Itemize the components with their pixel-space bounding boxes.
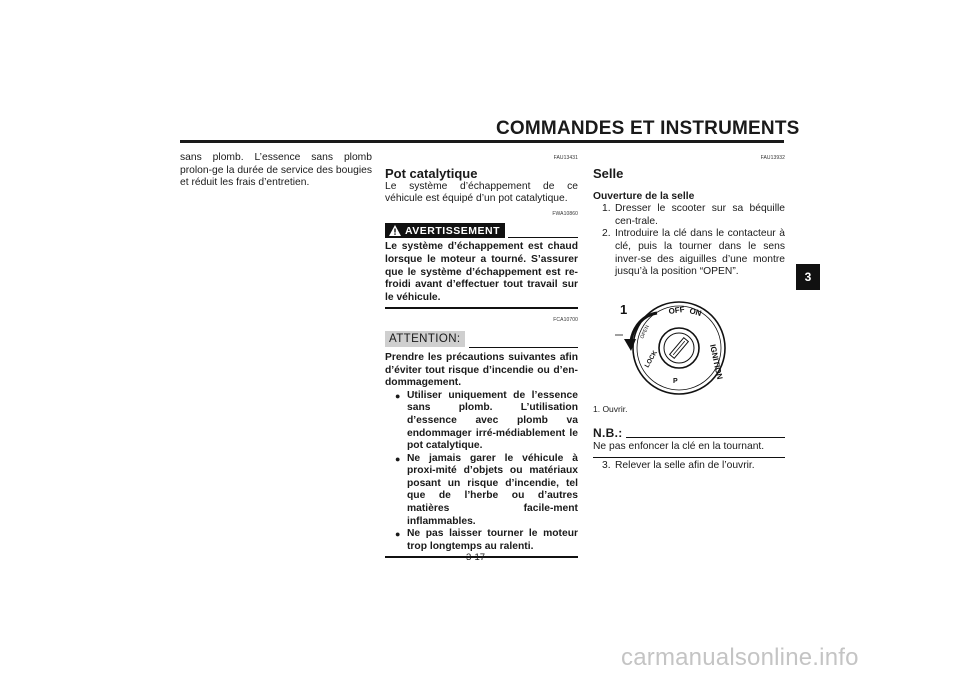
list-item: ● Ne jamais garer le véhicule à proxi-mité d’objets ou matériaux posant un risque d’incendie, tel que de l’herbe ou d’autres matières facile-ment inflammables. (395, 452, 578, 527)
note-text: Ne pas enfoncer la clé en la tournant. (593, 440, 765, 452)
attention-rule (469, 347, 578, 348)
list-item: 3. Relever la selle afin de l’ouvrir. (602, 459, 755, 471)
svg-text:LOCK: LOCK (643, 349, 659, 369)
page-header-title: COMMANDES ET INSTRUMENTS (496, 118, 800, 139)
svg-text:P: P (673, 377, 678, 385)
chapter-tab: 3 (796, 264, 820, 290)
warning-end-rule (385, 307, 578, 309)
attention-label: ATTENTION: (385, 331, 465, 347)
seat-steps (593, 203, 785, 279)
note-end-rule (593, 457, 785, 458)
section-title-catalytic: Pot catalytique (385, 165, 478, 181)
warning-header (385, 223, 578, 238)
page-number: 3-17 (466, 552, 486, 563)
column-right (593, 152, 785, 472)
bullet-icon: ● (395, 390, 401, 401)
column-middle (385, 152, 578, 558)
seat-subtitle: Ouverture de la selle (593, 190, 695, 202)
note-rule (626, 437, 786, 438)
bullet-icon: ● (395, 529, 401, 540)
list-item: ● Ne pas laisser tourner le moteur trop longtemps au ralenti. (395, 528, 578, 552)
section-title-seat: Selle (593, 165, 624, 181)
warning-rule (508, 237, 578, 238)
section-code: FAU13431 (553, 155, 578, 161)
bullet-icon: ● (395, 453, 401, 464)
svg-text:IGNITION: IGNITION (708, 343, 725, 380)
column-left (180, 152, 372, 190)
svg-text:OPEN: OPEN (639, 324, 651, 340)
warning-label: AVERTISSEMENT (405, 224, 500, 237)
attention-header (385, 331, 578, 348)
watermark: carmanualsonline.info (621, 644, 859, 671)
seat-steps-continued (593, 460, 785, 473)
attention-code: FCA10700 (553, 317, 578, 324)
list-item: 2. Introduire la clé dans le contacteur à clé, puis la tourner dans le sens inver-se des aiguilles d’une montre jusqu’à la position “OPEN”. (602, 228, 785, 278)
svg-text:ON: ON (688, 305, 703, 318)
note-header (593, 427, 785, 440)
figure-caption: 1. Ouvrir. (593, 403, 628, 414)
warning-triangle-icon (389, 225, 401, 236)
warning-badge (385, 223, 505, 238)
list-item: ● Utiliser uniquement de l’essence sans plomb. L’utilisation d’essence avec plomb va endommager irré-médiablement le pot catalytique. (395, 389, 578, 452)
ignition-switch-figure (593, 293, 785, 401)
warning-text: Le système d’échappement est chaud lorsque le moteur a tourné. S’assurer que le système d’échappement est re-froidi avant d’effectuer tout travail sur le véhicule. (385, 241, 578, 303)
svg-text:OFF: OFF (668, 304, 686, 316)
ignition-switch-illustration (593, 293, 785, 401)
warning-code: FWA10860 (552, 210, 578, 217)
section-code: FAU13932 (760, 155, 785, 161)
note-label: N.B.: (593, 426, 623, 441)
list-item: 1. Dresser le scooter sur sa béquille cen-trale. (602, 203, 785, 227)
attention-text: Prendre les précautions suivantes afin d’éviter tout risque d’incendie ou d’en-dommagement. (385, 351, 578, 389)
continuation-paragraph: sans plomb. L’essence sans plomb prolon-ge la durée de service des bougies et réduit les frais d’entretien. (180, 152, 372, 189)
attention-bullets (385, 390, 578, 554)
catalytic-intro: Le système d’échappement de ce véhicule est équipé d’un pot catalytique. (385, 180, 578, 205)
svg-text:1: 1 (620, 301, 628, 317)
header-rule (180, 140, 784, 143)
